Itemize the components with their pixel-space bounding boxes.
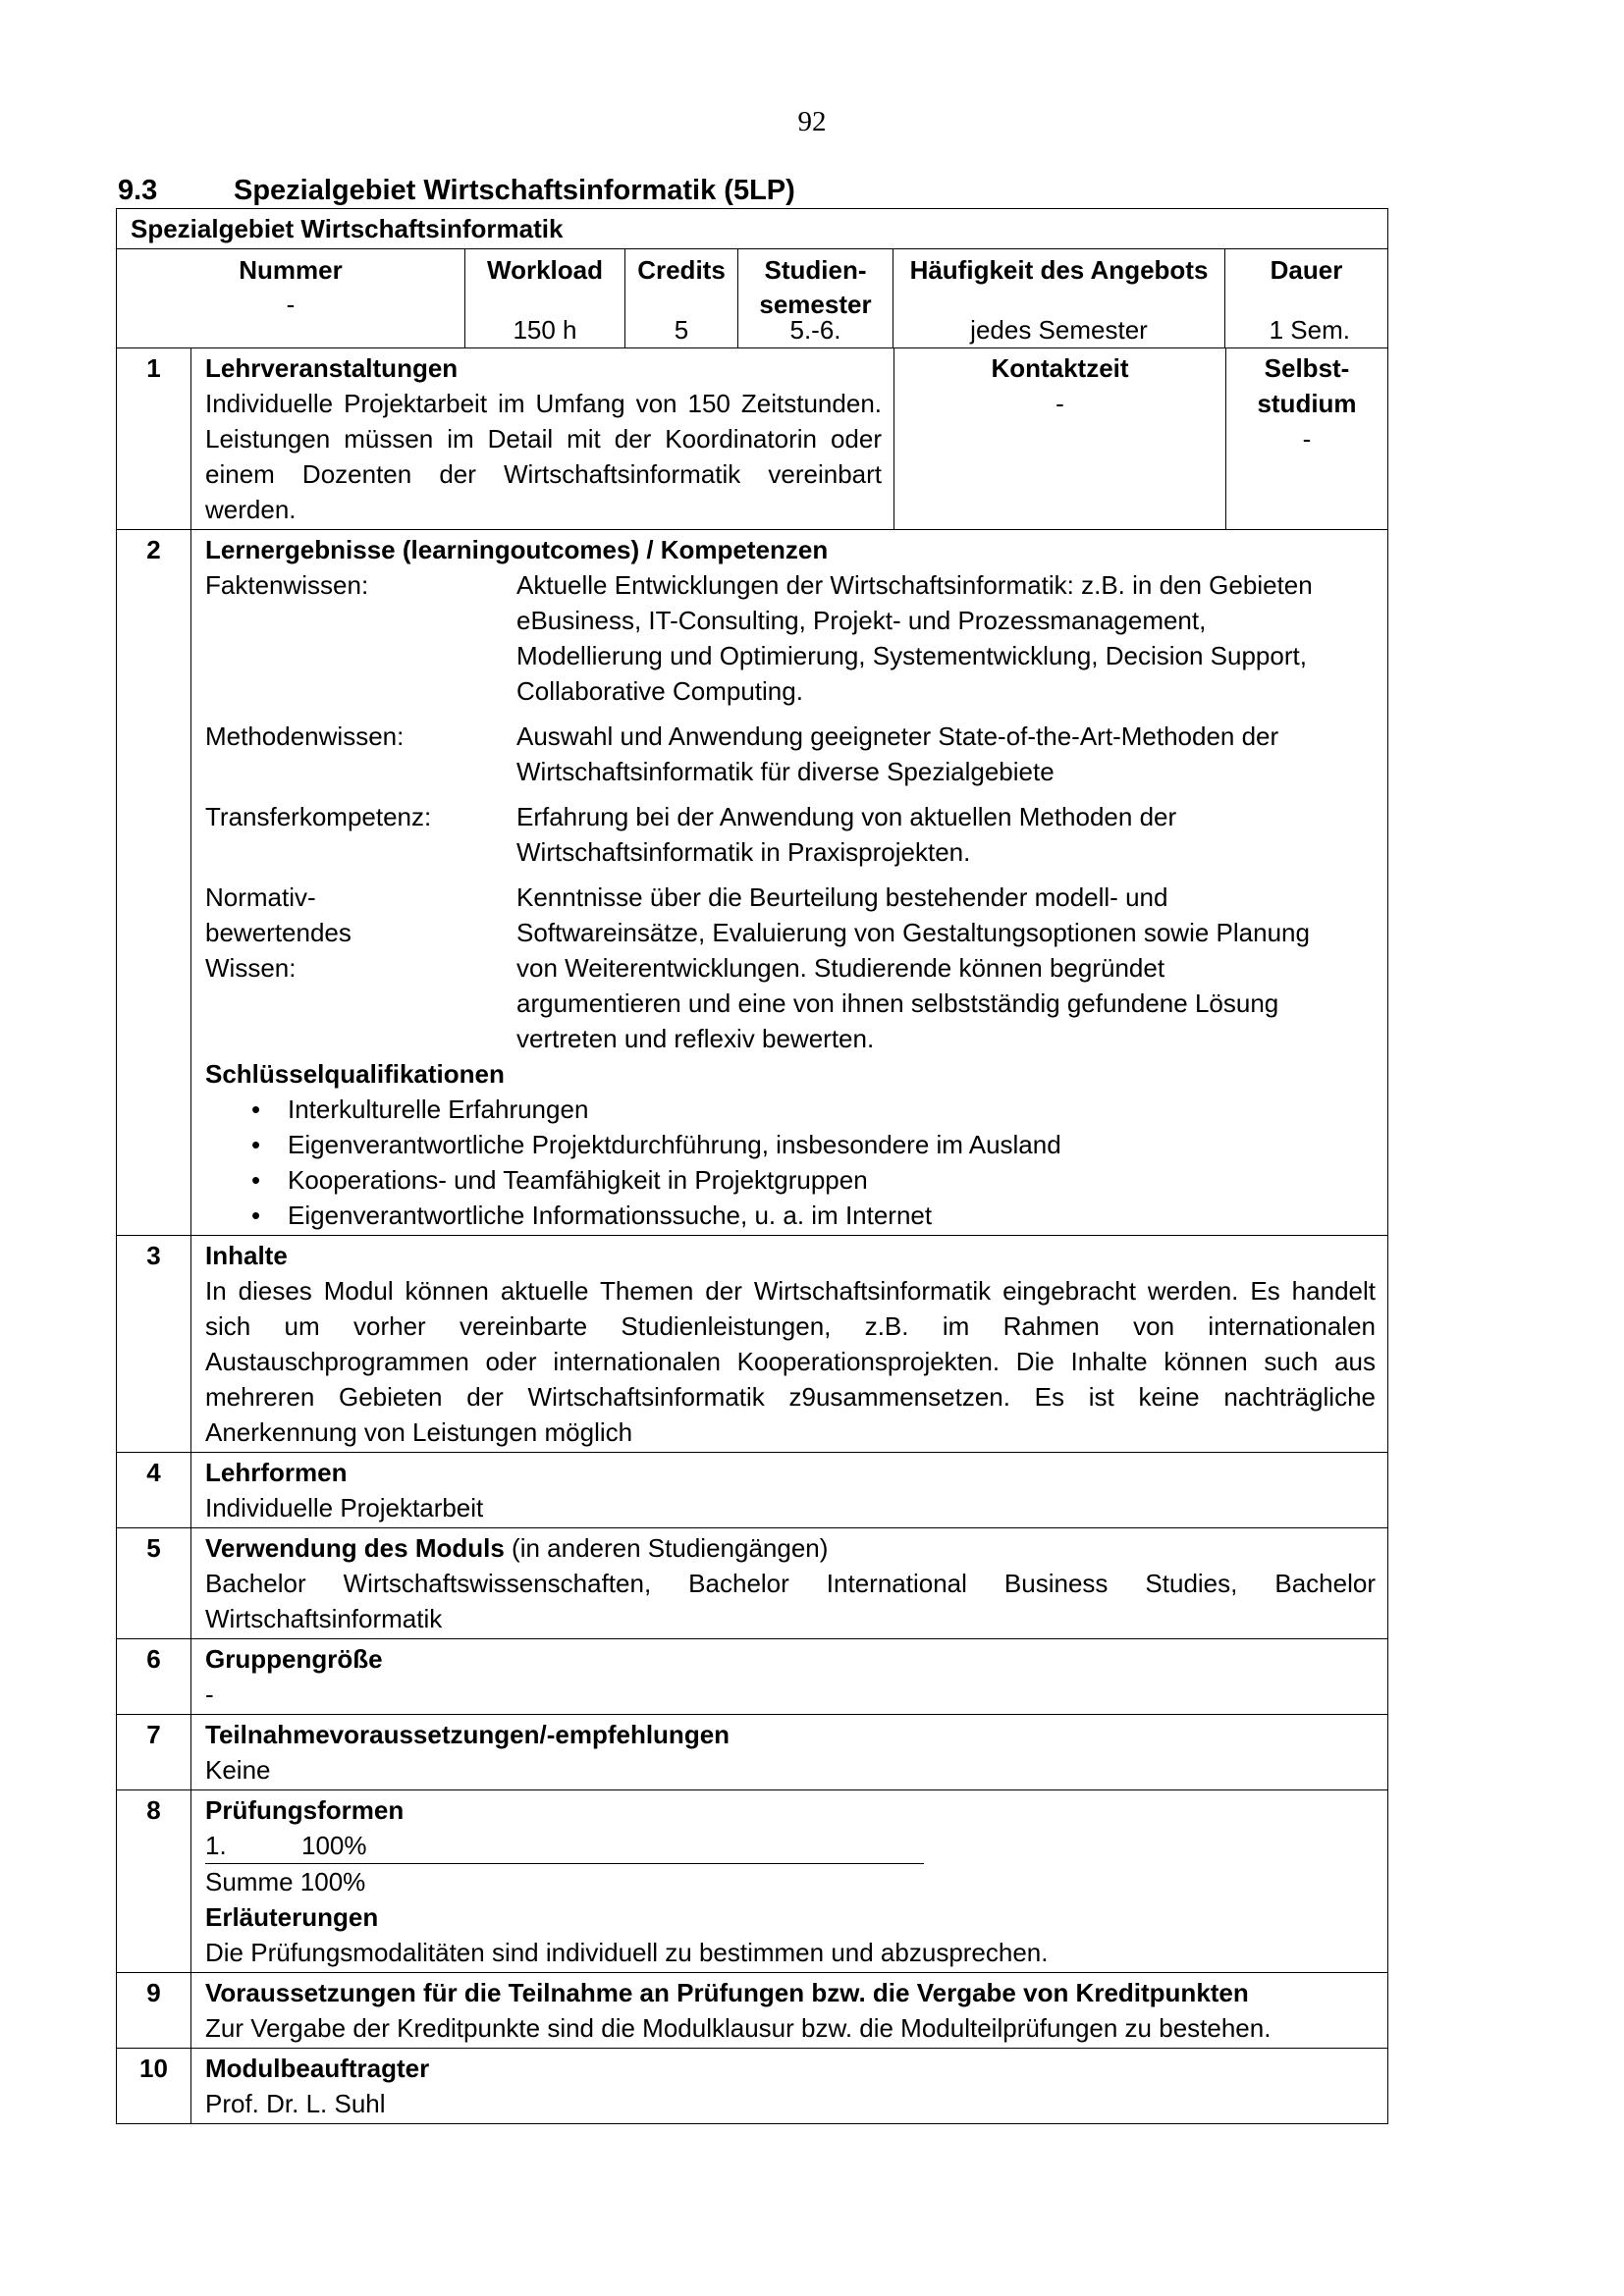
list-item: • Kooperations- und Teamfähigkeit in Projektgruppen bbox=[288, 1162, 1376, 1198]
exam-form-number: 1. bbox=[205, 1831, 227, 1860]
page-number: 92 bbox=[797, 106, 827, 137]
meta-frequency-value: jedes Semester bbox=[970, 315, 1148, 345]
explanations-title: Erläuterungen bbox=[205, 1902, 379, 1932]
row-title: Voraussetzungen für die Teilnahme an Prüfungen bzw. die Vergabe von Kreditpunkten bbox=[205, 1978, 1249, 2007]
row-pruefungsvoraussetzungen bbox=[117, 1973, 1387, 2049]
row-number: 3 bbox=[117, 1236, 191, 1452]
competence-key: Faktenwissen: bbox=[205, 570, 369, 600]
row-number: 5 bbox=[117, 1528, 191, 1638]
meta-semester-label-2: semester bbox=[759, 290, 872, 319]
row-title: Inhalte bbox=[205, 1241, 288, 1270]
row-number: 7 bbox=[117, 1715, 191, 1789]
row-number: 9 bbox=[117, 1973, 191, 2048]
row-number: 6 bbox=[117, 1639, 191, 1714]
row-title: Gruppengröße bbox=[205, 1644, 383, 1674]
row-title: Teilnahmevoraussetzungen/-empfehlungen bbox=[205, 1720, 731, 1749]
list-item: • Interkulturelle Erfahrungen bbox=[288, 1092, 1376, 1127]
row-verwendung bbox=[117, 1528, 1387, 1639]
row-title: Verwendung des Moduls bbox=[205, 1533, 505, 1563]
row-text: In dieses Modul können aktuelle Themen der Wirtschaftsinformatik eingebracht werden. Es handelt sich um vorher vereinbarte Studienleistungen, z.B. im Rahmen von internationalen Austauschprogrammen oder internationalen Kooperationsprojekten. Die Inhalte können such aus mehreren Gebieten der Wirtschaftsinformatik z9usammensetzen. Es ist keine nachträgliche Anerkennung von Leistungen möglich bbox=[205, 1276, 1376, 1447]
meta-credits-label: Credits bbox=[637, 255, 726, 285]
competence-key: Normativ-bewertendes Wissen: bbox=[205, 882, 352, 983]
row-text: Individuelle Projektarbeit im Umfang von 150 Zeitstunden. Leistungen müssen im Detail mit der Koordinatorin oder einem Dozenten der Wirtschaftsinformatik vereinbart werden. bbox=[205, 389, 882, 524]
row-text: Individuelle Projektarbeit bbox=[205, 1493, 484, 1522]
exam-form-line bbox=[205, 1828, 924, 1864]
row-inhalte bbox=[117, 1236, 1387, 1453]
row-text: Prof. Dr. L. Suhl bbox=[205, 2089, 386, 2118]
competence-item bbox=[205, 799, 1376, 870]
exam-sum: Summe 100% bbox=[205, 1867, 366, 1896]
competence-value: Kenntnisse über die Beurteilung bestehender modell- und Softwareinsätze, Evaluierung von Gestaltungsoptionen sowie Planung von Weiterentwicklungen. Studierende können begründet argumentieren und eine von ihnen selbstständig gefundene Lösung vertreten und reflexiv bewerten. bbox=[516, 882, 1310, 1053]
section-title: Spezialgebiet Wirtschaftsinformatik (5LP) bbox=[234, 175, 795, 206]
row-modulbeauftragter bbox=[117, 2049, 1387, 2123]
row-number: 10 bbox=[117, 2049, 191, 2123]
meta-frequency bbox=[893, 249, 1225, 347]
competence-item bbox=[205, 567, 1376, 709]
meta-credits bbox=[625, 249, 738, 347]
meta-credits-value: 5 bbox=[674, 315, 689, 345]
exam-form-percent: 100% bbox=[301, 1831, 367, 1860]
section-number: 9.3 bbox=[118, 175, 158, 206]
module-meta-row bbox=[117, 249, 1387, 348]
module-title: Spezialgebiet Wirtschaftsinformatik bbox=[117, 209, 1387, 249]
explanations-text: Die Prüfungsmodalitäten sind individuell zu bestimmen und abzusprechen. bbox=[205, 1938, 1049, 1967]
meta-semester bbox=[738, 249, 893, 347]
kontaktzeit-value: - bbox=[1056, 389, 1064, 418]
row-lehrveranstaltungen bbox=[117, 348, 1387, 530]
row-title: Lehrveranstaltungen bbox=[205, 353, 459, 383]
meta-semester-value: 5.-6. bbox=[789, 315, 841, 345]
meta-nummer-value: - bbox=[286, 290, 296, 319]
row-number: 4 bbox=[117, 1453, 191, 1527]
list-item: • Eigenverantwortliche Projektdurchführung, insbesondere im Ausland bbox=[288, 1127, 1376, 1162]
row-teilnahmevoraussetzungen bbox=[117, 1715, 1387, 1790]
key-qualifications-title: Schlüsselqualifikationen bbox=[205, 1059, 505, 1089]
selbststudium-value: - bbox=[1302, 424, 1312, 454]
meta-workload-label: Workload bbox=[487, 255, 603, 285]
row-text: Keine bbox=[205, 1755, 271, 1785]
row-number: 2 bbox=[117, 530, 191, 1235]
competence-item bbox=[205, 719, 1376, 789]
meta-semester-label-1: Studien- bbox=[764, 255, 867, 285]
meta-nummer bbox=[117, 249, 465, 347]
selbststudium-label-2: studium bbox=[1257, 389, 1357, 418]
row-text: Bachelor Wirtschaftswissenschaften, Bachelor International Business Studies, Bachelor Wirtschaftsinformatik bbox=[205, 1569, 1376, 1633]
competence-value: Auswahl und Anwendung geeigneter State-of-the-Art-Methoden der Wirtschaftsinformatik für diverse Spezialgebiete bbox=[516, 721, 1279, 786]
row-text: Zur Vergabe der Kreditpunkte sind die Modulklausur bzw. die Modulteilprüfungen zu bestehen. bbox=[205, 2013, 1272, 2043]
row-text: - bbox=[205, 1680, 214, 1709]
row-title: Lernergebnisse (learningoutcomes) / Kompetenzen bbox=[205, 535, 829, 564]
row-title: Modulbeauftragter bbox=[205, 2054, 430, 2083]
competence-value: Aktuelle Entwicklungen der Wirtschaftsinformatik: z.B. in den Gebieten eBusiness, IT-Consulting, Projekt- und Prozessmanagement, Modellierung und Optimierung, Systementwicklung, Decision Support, Collaborative Computing. bbox=[516, 570, 1313, 706]
list-item: • Eigenverantwortliche Informationssuche, u. a. im Internet bbox=[288, 1198, 1376, 1233]
meta-workload bbox=[465, 249, 625, 347]
competence-value: Erfahrung bei der Anwendung von aktuellen Methoden der Wirtschaftsinformatik in Praxisprojekten. bbox=[516, 802, 1177, 867]
row-number: 8 bbox=[117, 1790, 191, 1972]
row-gruppengroesse bbox=[117, 1639, 1387, 1715]
meta-nummer-label: Nummer bbox=[239, 255, 343, 285]
section-heading bbox=[118, 175, 795, 207]
row-title: Lehrformen bbox=[205, 1458, 348, 1487]
row-title: Prüfungsformen bbox=[205, 1795, 405, 1825]
meta-frequency-label: Häufigkeit des Angebots bbox=[909, 255, 1209, 285]
meta-duration-label: Dauer bbox=[1270, 255, 1343, 285]
meta-workload-value: 150 h bbox=[513, 315, 577, 345]
row-title-suffix: (in anderen Studiengängen) bbox=[504, 1533, 829, 1563]
row-lernergebnisse bbox=[117, 530, 1387, 1236]
kontaktzeit-label: Kontaktzeit bbox=[991, 353, 1129, 383]
row-pruefungsformen bbox=[117, 1790, 1387, 1973]
module-table bbox=[116, 208, 1388, 2124]
selbststudium-label-1: Selbst- bbox=[1264, 353, 1350, 383]
meta-duration bbox=[1225, 249, 1387, 347]
row-number: 1 bbox=[117, 348, 191, 529]
competence-key: Methodenwissen: bbox=[205, 721, 405, 751]
key-qualifications-list bbox=[205, 1092, 1376, 1233]
competence-item bbox=[205, 880, 1376, 1056]
meta-duration-value: 1 Sem. bbox=[1269, 315, 1350, 345]
competence-key: Transferkompetenz: bbox=[205, 802, 432, 831]
row-lehrformen bbox=[117, 1453, 1387, 1528]
